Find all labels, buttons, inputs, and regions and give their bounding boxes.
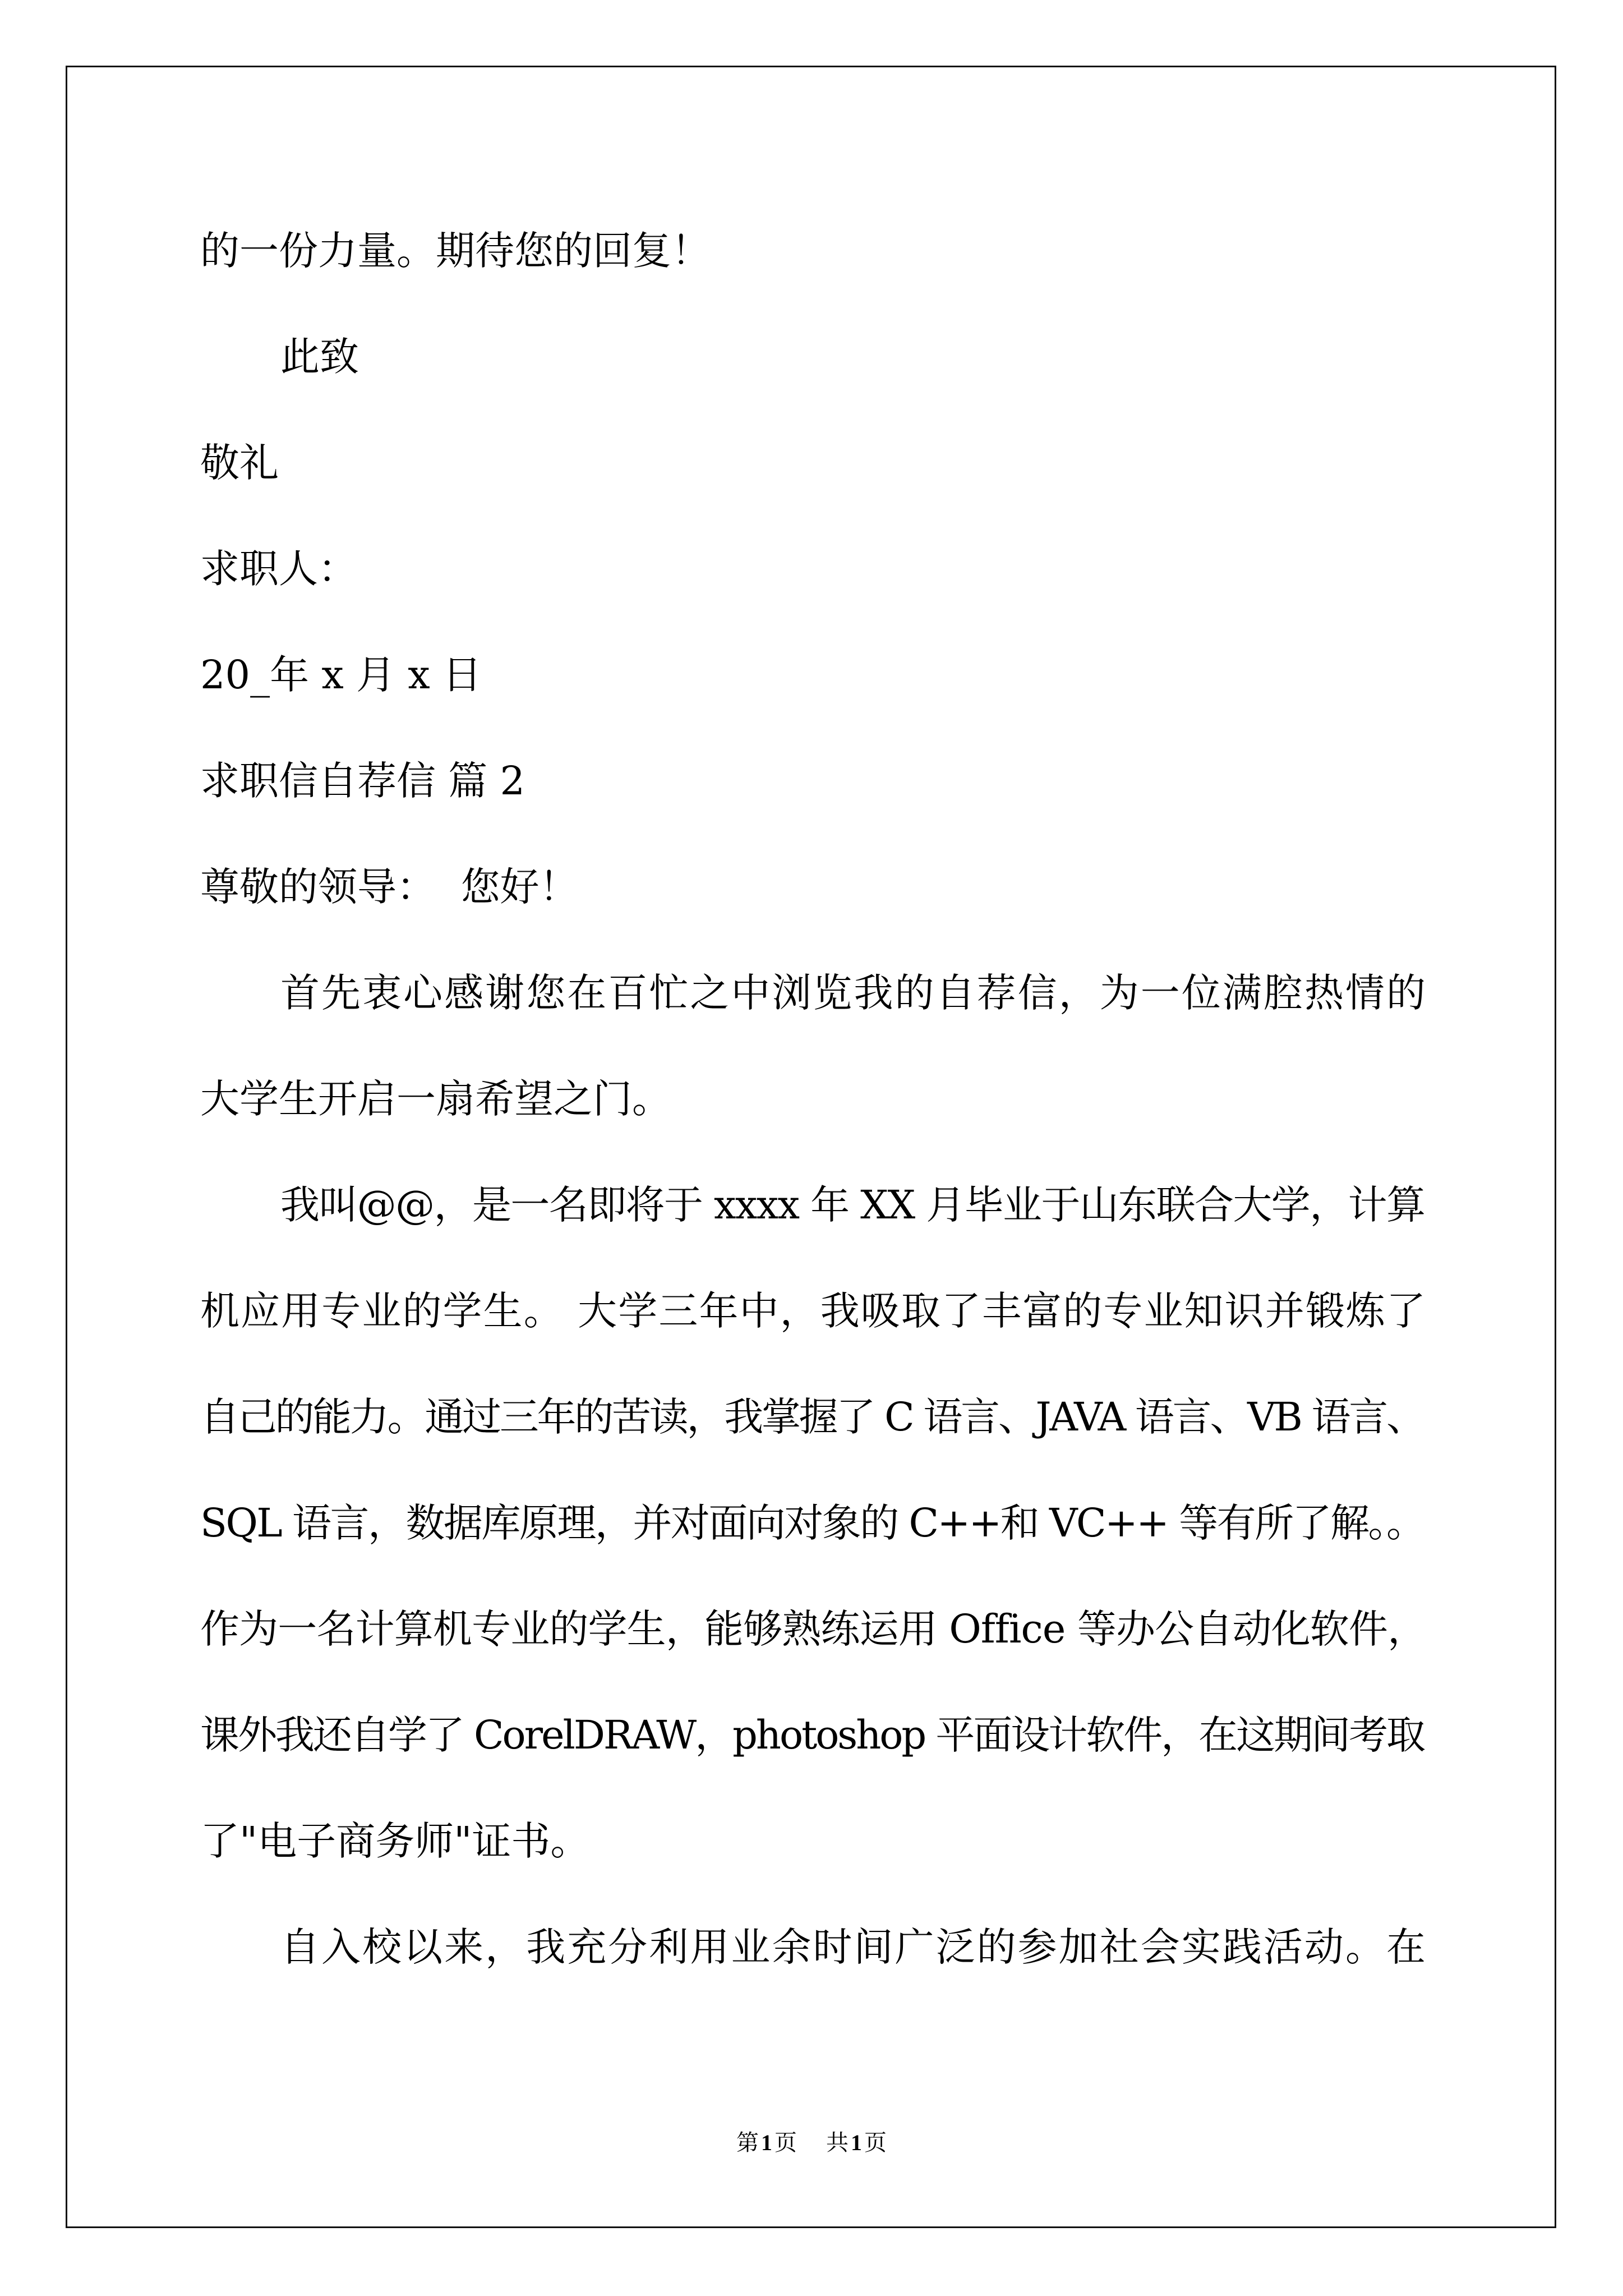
paragraph-line: 作为一名计算机专业的学生，能够熟练运用 Office 等办公自动化软件， [200,1606,1427,1652]
paragraph-line: 首先衷心感谢您在百忙之中浏览我的自荐信，为一位满腔热情的 [280,970,1428,1016]
paragraph-line: 自入校以来，我充分利用业余时间广泛的参加社会实践活动。在 [280,1924,1428,1970]
paragraph-line: 我叫@@，是一名即将于 xxxx 年 XX 月毕业于山东联合大学，计算 [280,1182,1425,1228]
closing-phrase: 此致 [280,334,359,380]
paragraph-line: 了"电子商务师"证书。 [200,1818,590,1864]
greeting-line: 尊敬的领导： 您好！ [200,864,579,910]
section-heading: 求职信自荐信 篇 2 [200,758,525,804]
closing-salutation: 敬礼 [200,440,279,486]
page-suffix: 页 [774,2130,797,2155]
page-number: 1 [761,2130,772,2155]
paragraph-line: 的一份力量。期待您的回复！ [200,228,711,274]
paragraph-line: 大学生开启一扇希望之门。 [200,1076,671,1122]
total-prefix: 共 [826,2130,849,2155]
total-pages: 1 [851,2130,862,2155]
paragraph-line: 课外我还自学了 CorelDRAW，photoshop 平面设计软件，在这期间考取 [200,1712,1424,1758]
total-suffix: 页 [864,2130,887,2155]
signature-label: 求职人： [200,546,357,592]
paragraph-line: 机应用专业的学生。 大学三年中，我吸取了丰富的专业知识并锻炼了 [200,1288,1427,1334]
page-footer [0,2126,1623,2160]
date-line: 20_年 x 月 x 日 [200,652,482,698]
document-body [200,198,1426,2000]
paragraph-line: SQL 语言，数据库原理，并对面向对象的 C++和 VC++ 等有所了解。。 [200,1500,1424,1546]
paragraph-line: 自己的能力。通过三年的苦读，我掌握了 C 语言、JAVA 语言、VB 语言、 [200,1394,1424,1440]
page-prefix: 第 [736,2130,759,2155]
